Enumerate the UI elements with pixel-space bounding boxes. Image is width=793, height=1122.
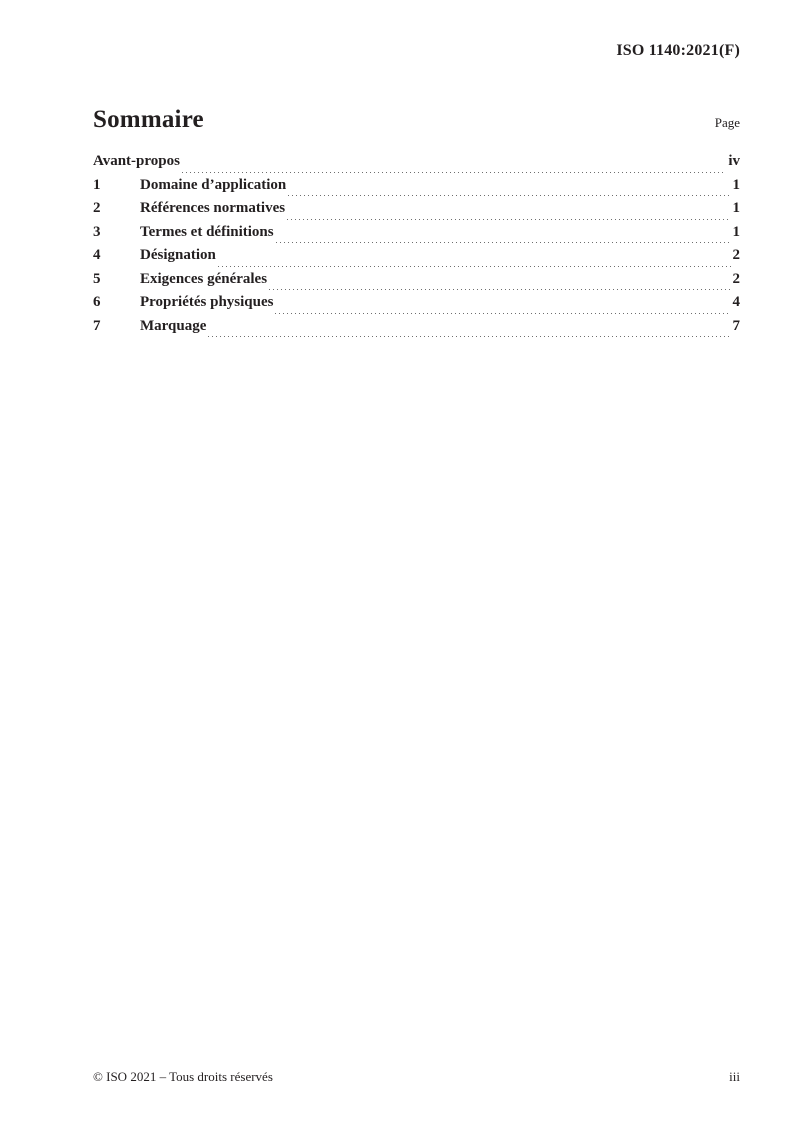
toc-entry-page: 2 xyxy=(732,247,740,263)
toc-entry-avant-propos[interactable] xyxy=(93,153,740,177)
table-of-contents xyxy=(93,153,740,341)
toc-entry-section-6[interactable] xyxy=(93,294,740,318)
dot-leader xyxy=(269,289,730,290)
toc-entry-title: Références normatives xyxy=(140,200,286,216)
dot-leader xyxy=(275,313,730,314)
toc-entry-title: Exigences générales xyxy=(140,270,268,287)
dot-leader xyxy=(288,195,730,196)
running-header xyxy=(93,42,740,60)
title-row xyxy=(93,106,740,134)
toc-entry-page: 2 xyxy=(732,270,740,287)
toc-entry-number: 4 xyxy=(93,247,101,263)
page-footer xyxy=(93,1069,740,1085)
dot-leader xyxy=(287,219,730,220)
dot-leader xyxy=(182,172,726,173)
document-reference: ISO 1140:2021(F) xyxy=(616,42,740,59)
toc-entry-number: 5 xyxy=(93,270,101,287)
toc-entry-title: Désignation xyxy=(140,247,216,263)
toc-entry-section-4[interactable] xyxy=(93,247,740,271)
toc-entry-page: iv xyxy=(728,153,740,169)
toc-entry-number: 1 xyxy=(93,176,101,193)
toc-entry-title: Propriétés physiques xyxy=(140,294,274,310)
toc-entry-page: 4 xyxy=(732,294,740,310)
page-title: Sommaire xyxy=(93,106,204,133)
dot-leader xyxy=(218,266,731,267)
toc-entry-number: 6 xyxy=(93,294,101,310)
dot-leader xyxy=(208,336,730,337)
toc-entry-title: Avant-propos xyxy=(93,153,180,169)
toc-entry-section-1[interactable] xyxy=(93,177,740,201)
page-column-label: Page xyxy=(714,115,740,130)
toc-entry-page: 7 xyxy=(732,317,740,334)
toc-entry-title: Domaine d’application xyxy=(140,176,287,193)
toc-entry-page: 1 xyxy=(732,176,740,193)
toc-entry-title: Termes et définitions xyxy=(140,223,274,240)
toc-entry-page: 1 xyxy=(732,200,740,216)
toc-entry-number: 3 xyxy=(93,223,101,240)
toc-entry-section-2[interactable] xyxy=(93,200,740,224)
toc-entry-number: 2 xyxy=(93,200,101,216)
toc-entry-number: 7 xyxy=(93,317,101,334)
dot-leader xyxy=(276,242,731,243)
folio-page-number: iii xyxy=(729,1069,740,1084)
toc-entry-page: 1 xyxy=(732,223,740,240)
toc-entry-section-3[interactable] xyxy=(93,224,740,248)
toc-entry-section-5[interactable] xyxy=(93,271,740,295)
toc-entry-section-7[interactable] xyxy=(93,318,740,342)
toc-entry-title: Marquage xyxy=(140,317,207,334)
copyright-notice: © ISO 2021 – Tous droits réservés xyxy=(93,1069,273,1084)
